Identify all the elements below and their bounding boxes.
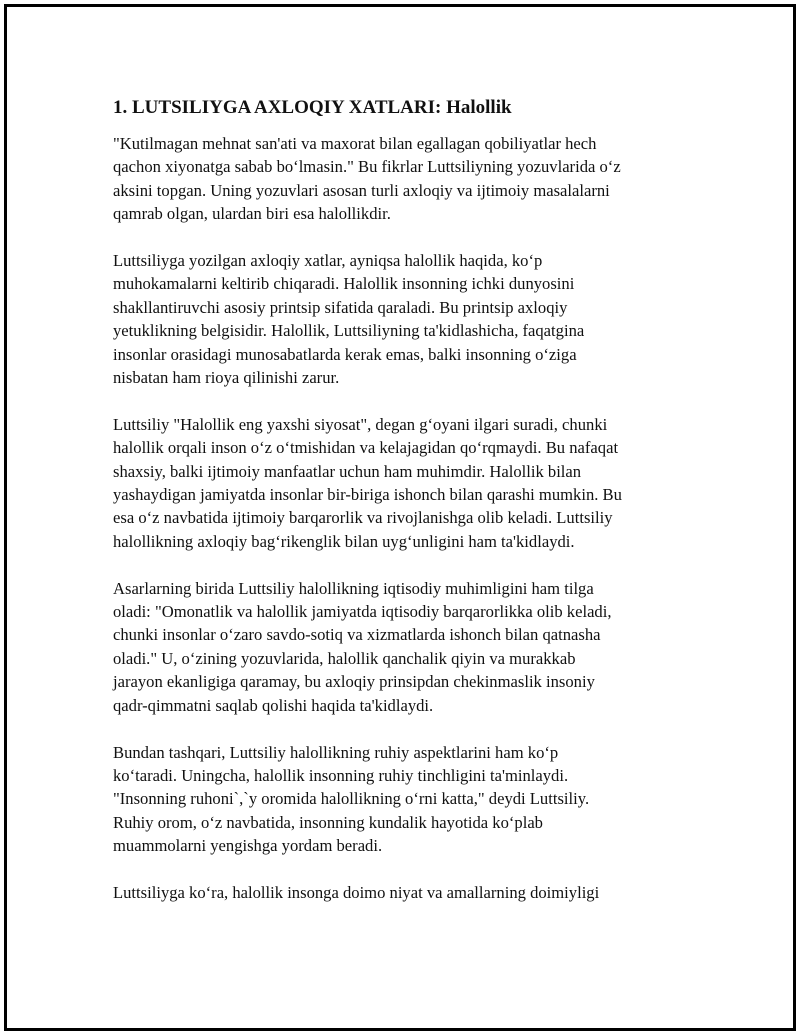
paragraph — [113, 249, 693, 389]
text-line: qadr-qimmatni saqlab qolishi haqida ta'kidlaydi. — [113, 695, 434, 715]
text-line: oladi: "Omonatlik va halollik jamiyatda iqtisodiy barqarorlikka olib keladi, — [113, 602, 612, 622]
text-line: halollikning axloqiy bag‘rikenglik bilan uyg‘unligini ham ta'kidlaydi. — [113, 531, 575, 551]
text-line: "Insonning ruhoni`,`y oromida halollikning o‘rni katta," deydi Luttsiliy. — [113, 789, 590, 809]
text-line: Ruhiy orom, o‘z navbatida, insonning kundalik hayotida ko‘plab — [113, 812, 543, 832]
text-line: "Kutilmagan mehnat san'ati va maxorat bilan egallagan qobiliyatlar hech — [113, 134, 597, 153]
text-line: insonlar orasidagi munosabatlarda kerak emas, balki insonning o‘ziga — [113, 344, 577, 364]
paragraph — [113, 413, 693, 553]
text-line: halollik orqali inson o‘z o‘tmishidan va kelajagidan qo‘rqmaydi. Bu nafaqat — [113, 438, 619, 458]
text-line: aksini topgan. Uning yozuvlari asosan turli axloqiy va ijtimoiy masalalarni — [113, 180, 610, 200]
text-line: qachon xiyonatga sabab bo‘lmasin." Bu fikrlar Luttsiliyning yozuvlarida o‘z — [113, 157, 621, 177]
paragraph — [113, 577, 693, 717]
text-line: muammolarni yengishga yordam beradi. — [113, 836, 383, 856]
text-line: jarayon ekanligiga qaramay, bu axloqiy prinsipdan chekinmaslik insoniy — [113, 672, 595, 692]
text-line: shaxsiy, balki ijtimoiy manfaatlar uchun ham muhimdir. Halollik bilan — [113, 461, 582, 481]
text-line: Luttsiliyga ko‘ra, halollik insonga doimo niyat va amallarning doimiyligi — [113, 882, 600, 902]
text-line: Luttsiliy "Halollik eng yaxshi siyosat", degan g‘oyani ilgari suradi, chunki — [113, 414, 608, 434]
paragraph — [113, 741, 693, 858]
text-line: Asarlarning birida Luttsiliy halollikning iqtisodiy muhimligini ham tilga — [113, 578, 594, 598]
document-title: 1. LUTSILIYGA AXLOQIY XATLARI: Halollik — [113, 97, 512, 118]
text-line: nisbatan ham rioya qilinishi zarur. — [113, 368, 340, 388]
text-line: shakllantiruvchi asosiy printsip sifatida qaraladi. Bu printsip axloqiy — [113, 297, 568, 317]
document-body — [113, 94, 693, 904]
text-line: ko‘taradi. Uningcha, halollik insonning ruhiy tinchligini ta'minlaydi. — [113, 765, 569, 785]
text-line: muhokamalarni keltirib chiqaradi. Halollik insonning ichki dunyosini — [113, 274, 575, 294]
text-line: yashaydigan jamiyatda insonlar bir-biriga ishonch bilan qarashi mumkin. Bu — [113, 485, 622, 505]
paragraph — [113, 881, 693, 904]
paragraph-list — [113, 132, 693, 904]
text-line: qamrab olgan, ulardan biri esa halollikdir. — [113, 204, 391, 224]
paragraph — [113, 132, 693, 226]
text-line: chunki insonlar o‘zaro savdo-sotiq va xizmatlarda ishonch bilan qatnasha — [113, 625, 601, 645]
text-line: oladi." U, o‘zining yozuvlarida, halollik qanchalik qiyin va murakkab — [113, 648, 576, 668]
text-line: yetuklikning belgisidir. Halollik, Luttsiliyning ta'kidlashicha, faqatgina — [113, 321, 585, 341]
text-line: Bundan tashqari, Luttsiliy halollikning ruhiy aspektlarini ham ko‘p — [113, 742, 559, 762]
text-line: esa o‘z navbatida ijtimoiy barqarorlik va rivojlanishga olib keladi. Luttsiliy — [113, 508, 613, 528]
text-line: Luttsiliyga yozilgan axloqiy xatlar, ayniqsa halollik haqida, ko‘p — [113, 251, 543, 271]
